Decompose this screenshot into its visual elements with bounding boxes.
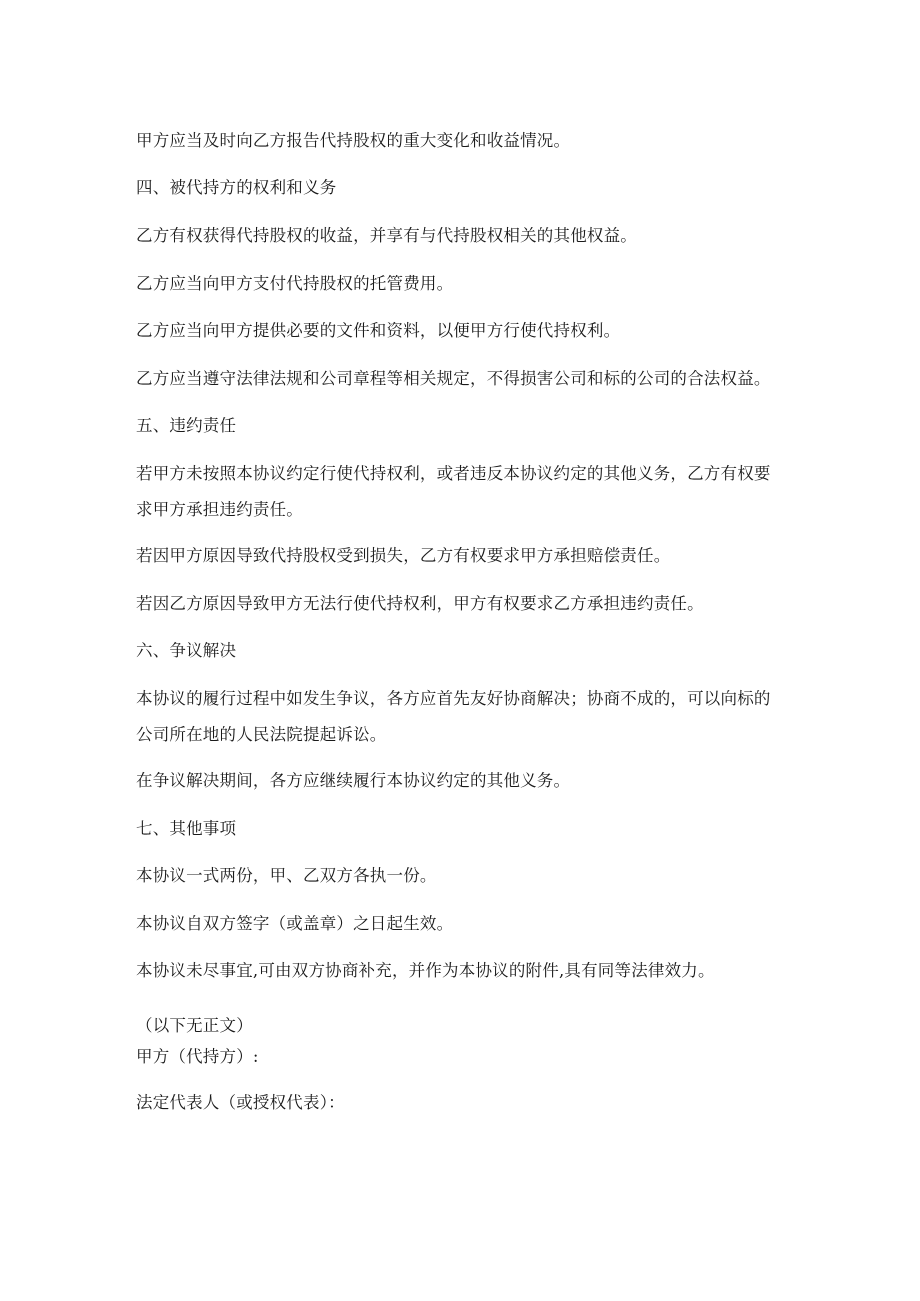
paragraph-breach-party-a-line2: 求甲方承担违约责任。 xyxy=(136,500,303,519)
no-further-text-note: （以下无正文） xyxy=(136,1016,253,1035)
paragraph-breach-party-b: 若因乙方原因导致甲方无法行使代持权利，甲方有权要求乙方承担违约责任。 xyxy=(136,594,704,613)
paragraph-custody-fee: 乙方应当向甲方支付代持股权的托管费用。 xyxy=(136,274,454,293)
paragraph-right-to-income: 乙方有权获得代持股权的收益，并享有与代持股权相关的其他权益。 xyxy=(136,226,637,245)
paragraph-dispute-line1: 本协议的履行过程中如发生争议，各方应首先友好协商解决；协商不成的，可以向标的 xyxy=(136,689,771,708)
paragraph-continue-obligations: 在争议解决期间，各方应继续履行本协议约定的其他义务。 xyxy=(136,771,571,790)
paragraph-copies: 本协议一式两份，甲、乙双方各执一份。 xyxy=(136,866,437,885)
paragraph-report-obligation: 甲方应当及时向乙方报告代持股权的重大变化和收益情况。 xyxy=(136,131,571,150)
paragraph-dispute-line2: 公司所在地的人民法院提起诉讼。 xyxy=(136,725,387,744)
paragraph-breach-party-a-line1: 若甲方未按照本协议约定行使代持权利，或者违反本协议约定的其他义务，乙方有权要 xyxy=(136,464,771,483)
paragraph-effective-date: 本协议自双方签字（或盖章）之日起生效。 xyxy=(136,914,454,933)
party-a-signature-label: 甲方（代持方）: xyxy=(136,1047,259,1066)
legal-representative-label: 法定代表人（或授权代表）： xyxy=(136,1093,345,1112)
paragraph-comply-laws: 乙方应当遵守法律法规和公司章程等相关规定，不得损害公司和标的公司的合法权益。 xyxy=(136,369,771,388)
section-heading-6: 六、争议解决 xyxy=(136,641,237,660)
paragraph-provide-documents: 乙方应当向甲方提供必要的文件和资料，以便甲方行使代持权利。 xyxy=(136,321,621,340)
paragraph-supplement: 本协议未尽事宜,可由双方协商补充，并作为本协议的附件,具有同等法律效力。 xyxy=(136,961,715,980)
section-heading-4: 四、被代持方的权利和义务 xyxy=(136,178,337,197)
section-heading-5: 五、违约责任 xyxy=(136,416,237,435)
section-heading-7: 七、其他事项 xyxy=(136,819,237,838)
paragraph-loss-compensation: 若因甲方原因导致代持股权受到损失，乙方有权要求甲方承担赔偿责任。 xyxy=(136,546,671,565)
